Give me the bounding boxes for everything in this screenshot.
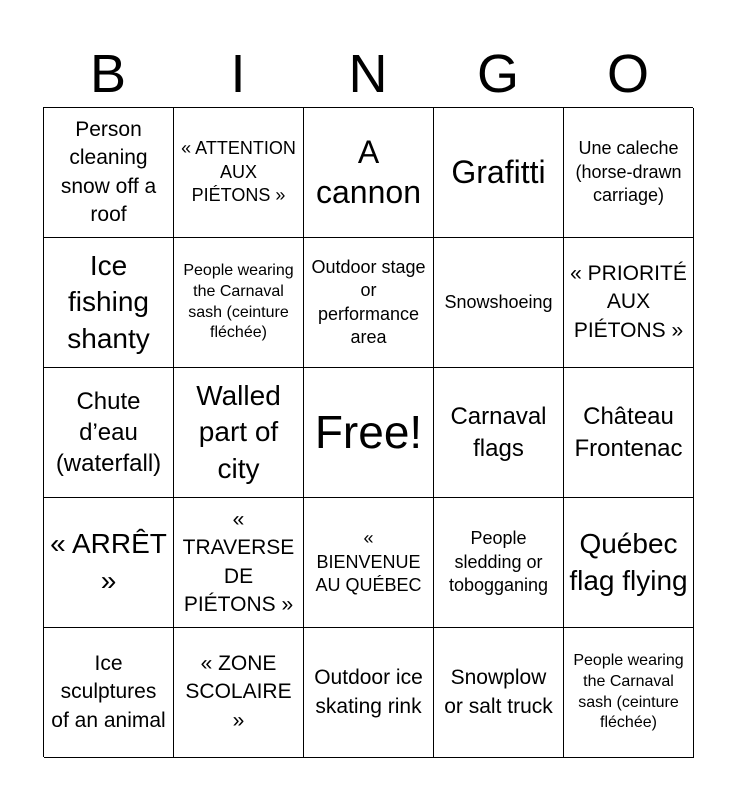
- bingo-cell[interactable]: [434, 628, 564, 758]
- bingo-cell-text: Ice sculptures of an animal: [51, 652, 166, 732]
- bingo-cell-text: Ice fishing shanty: [67, 249, 150, 354]
- bingo-cell-text: Snowplow or salt truck: [444, 666, 553, 718]
- bingo-cell-text: « ARRÊT »: [50, 528, 167, 596]
- bingo-cell-text: Québec flag flying: [569, 528, 688, 596]
- bingo-cell-text: « BIENVENUE AU QUÉBEC: [315, 528, 422, 596]
- header-letter-n: N: [348, 44, 388, 104]
- bingo-cell-text: Grafitti: [451, 153, 546, 190]
- bingo-cell-text: A cannon: [316, 134, 421, 210]
- bingo-cell[interactable]: [304, 498, 434, 628]
- bingo-cell-text: Walled part of city: [196, 379, 281, 484]
- bingo-cell-text: People wearing the Carnaval sash (ceinture fléchée): [573, 651, 684, 732]
- bingo-cell[interactable]: [564, 238, 694, 368]
- bingo-cell-text: Free!: [314, 406, 423, 459]
- bingo-cell-text: Une caleche (horse-drawn carriage): [575, 138, 682, 206]
- bingo-cell[interactable]: [304, 628, 434, 758]
- bingo-cell-text: Person cleaning snow off a roof: [60, 118, 157, 226]
- bingo-cell[interactable]: [434, 368, 564, 498]
- bingo-cell[interactable]: [304, 238, 434, 368]
- bingo-board: [43, 107, 693, 757]
- bingo-cell[interactable]: [564, 108, 694, 238]
- bingo-cell[interactable]: [174, 368, 304, 498]
- bingo-cell-text: « ZONE SCOLAIRE »: [185, 652, 292, 732]
- bingo-cell[interactable]: [44, 238, 174, 368]
- bingo-cell[interactable]: [174, 628, 304, 758]
- bingo-cell[interactable]: [174, 108, 304, 238]
- bingo-cell-text: Snowshoeing: [444, 291, 553, 312]
- header-letter-b: B: [89, 44, 127, 104]
- header-letter-i: I: [230, 44, 246, 104]
- bingo-cell-text: « TRAVERSE DE PIÉTONS »: [182, 508, 295, 616]
- bingo-cell-text: Carnaval flags: [450, 403, 547, 462]
- bingo-header: [43, 40, 693, 108]
- bingo-cell-text: People wearing the Carnaval sash (ceinture fléchée): [183, 261, 294, 342]
- bingo-cell[interactable]: [434, 498, 564, 628]
- bingo-cell-text: Château Frontenac: [574, 403, 683, 462]
- bingo-cell[interactable]: [174, 498, 304, 628]
- header-letter-g: G: [476, 44, 519, 104]
- bingo-cell-free[interactable]: [304, 368, 434, 498]
- bingo-cell-text: « ATTENTION AUX PIÉTONS »: [181, 138, 296, 206]
- bingo-cell[interactable]: [44, 498, 174, 628]
- bingo-cell[interactable]: [174, 238, 304, 368]
- bingo-cell-text: Outdoor ice skating rink: [314, 666, 423, 718]
- bingo-cell[interactable]: [564, 628, 694, 758]
- bingo-cell[interactable]: [434, 238, 564, 368]
- header-letter-o: O: [606, 44, 649, 104]
- bingo-cell[interactable]: [44, 368, 174, 498]
- bingo-cell[interactable]: [564, 368, 694, 498]
- bingo-cell[interactable]: [434, 108, 564, 238]
- bingo-cell[interactable]: [564, 498, 694, 628]
- bingo-cell-text: Chute d’eau (waterfall): [55, 387, 162, 478]
- bingo-cell-text: « PRIORITÉ AUX PIÉTONS »: [570, 262, 687, 342]
- bingo-cell[interactable]: [44, 108, 174, 238]
- bingo-cell-text: People sledding or tobogganing: [448, 528, 549, 596]
- bingo-cell[interactable]: [304, 108, 434, 238]
- bingo-cell[interactable]: [44, 628, 174, 758]
- bingo-cell-text: Outdoor stage or performance area: [311, 256, 426, 347]
